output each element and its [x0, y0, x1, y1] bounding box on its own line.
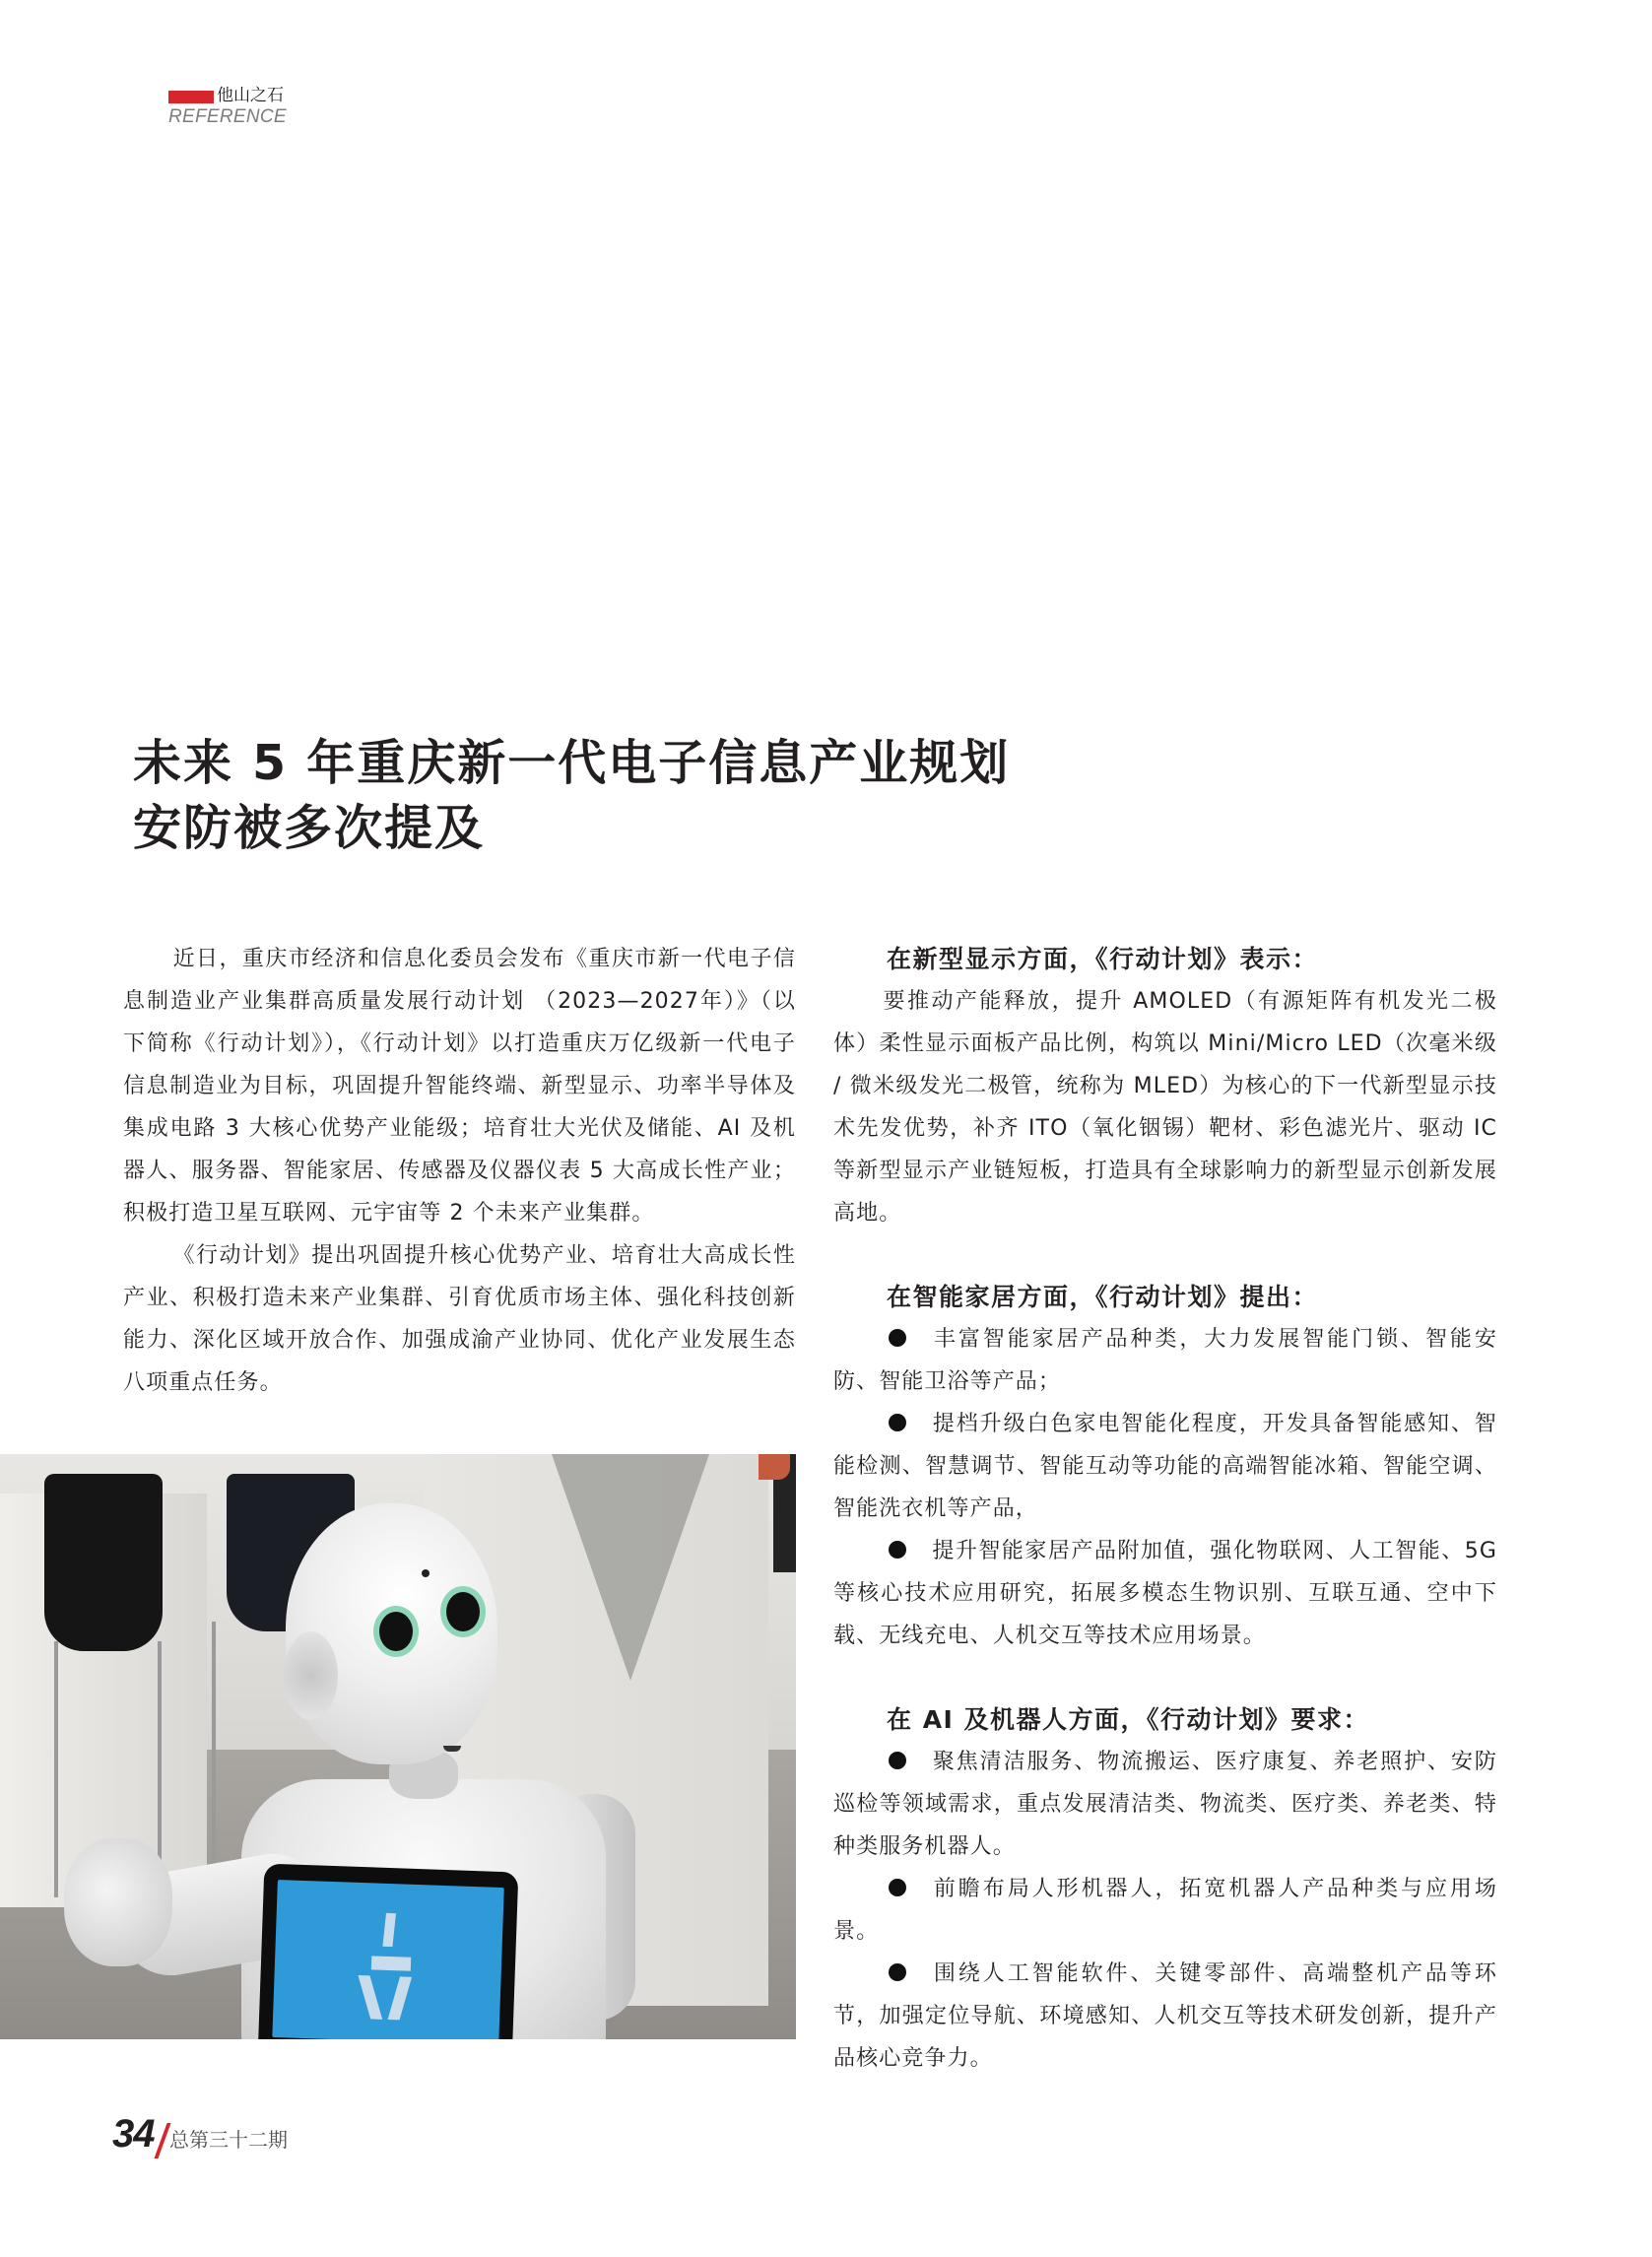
bullet-item: [833, 1953, 1497, 2080]
bullet-text: 丰富智能家居产品种类，大力发展智能门锁、智能安防、智能卫浴等产品；: [833, 1327, 1497, 1394]
page-slash-divider: [154, 2123, 170, 2158]
title-line-1: 未来 5 年重庆新一代电子信息产业规划: [133, 735, 1011, 791]
robot-photo: [0, 1454, 796, 2039]
bullet-text: 围绕人工智能软件、关键零部件、高端整机产品等环节，加强定位导航、环境感知、人机交互等技术研发创新，提升产品核心竞争力。: [833, 1961, 1497, 2071]
right-column: [833, 938, 1497, 2080]
section-name-cn: 他山之石: [217, 86, 284, 105]
robot-camera-dot: [422, 1569, 430, 1577]
photo-chair: [44, 1474, 163, 1651]
display-paragraph: 要推动产能释放，提升 AMOLED（有源矩阵有机发光二极体）柔性显示面板产品比例，构筑以 Mini/Micro LED（次毫米级 / 微米级发光二极管，统称为 MLED）为核心的下一代新型显示技术先发优势，补齐 ITO（氧化铟锡）靶材、彩色滤光片、驱动 IC 等新型显示产业链短板，打造具有全球影响力的新型显示创新发展高地。: [833, 989, 1497, 1226]
photo-counter-shadow: [552, 1454, 709, 1681]
bullet-dot-icon: [889, 1414, 906, 1431]
bullet-item: [833, 1530, 1497, 1657]
bullet-text: 聚焦清洁服务、物流搬运、医疗康复、养老照护、安防巡检等领域需求，重点发展清洁类、物流类、医疗类、养老类、特种类服务机器人。: [833, 1750, 1497, 1859]
section-heading-display: 在新型显示方面，《行动计划》表示：: [887, 945, 1319, 973]
bullet-text: 提升智能家居产品附加值，强化物联网、人工智能、5G 等核心技术应用研究，拓展多模态生物识别、互联互通、空中下载、无线充电、人机交互等技术应用场景。: [833, 1539, 1497, 1648]
title-line-2: 安防被多次提及: [133, 800, 486, 856]
robot-hand: [64, 1838, 172, 1966]
left-column: [123, 938, 796, 1404]
bullet-item: [833, 1741, 1497, 1868]
smart-home-section: [833, 1276, 1497, 1657]
intro-paragraph: 近日，重庆市经济和信息化委员会发布《重庆市新一代电子信息制造业产业集群高质量发展行动计划 （2023—2027年）》（以下简称《行动计划》），《行动计划》以打造重庆万亿级新一代电子信息制造业为目标，巩固提升智能终端、新型显示、功率半导体及集成电路 3 大核心优势产业能级；培育壮大光伏及储能、AI 及机器人、服务器、智能家居、传感器及仪器仪表 5 大高成长性产业；积极打造卫星互联网、元宇宙等 2 个未来产业集群。: [123, 947, 796, 1226]
chair-leg: [212, 1622, 216, 1897]
bullet-item: [833, 1403, 1497, 1530]
bullet-dot-icon: [889, 1541, 906, 1559]
article-title: [133, 731, 1414, 861]
section-name-en: REFERENCE: [168, 106, 287, 127]
chair-leg: [54, 1641, 58, 1897]
bullet-dot-icon: [889, 1879, 906, 1896]
robot-chest-tablet: [258, 1864, 519, 2039]
section-logo-bar: [168, 91, 214, 103]
bullet-item: [833, 1318, 1497, 1403]
tasks-paragraph: 《行动计划》提出巩固提升核心优势产业、培育壮大高成长性产业、积极打造未来产业集群、引育优质市场主体、强化科技创新能力、深化区域开放合作、加强成渝产业协同、优化产业发展生态八项重点任务。: [123, 1243, 796, 1395]
robot-ear: [284, 1631, 338, 1720]
photo-red-object: [759, 1454, 790, 1480]
screen-logo-icon: [367, 1912, 411, 2022]
page-number: 34: [112, 2112, 155, 2156]
section-heading-ai-robot: 在 AI 及机器人方面，《行动计划》要求：: [887, 1705, 1370, 1734]
robot-eye-left: [379, 1612, 413, 1651]
bullet-dot-icon: [889, 1963, 906, 1981]
issue-label: 总第三十二期: [169, 2128, 288, 2152]
display-section: [833, 938, 1497, 1234]
section-heading-smart-home: 在智能家居方面，《行动计划》提出：: [887, 1283, 1319, 1311]
chair-leg: [158, 1641, 162, 1878]
ai-robot-section: [833, 1698, 1497, 2080]
bullet-text: 前瞻布局人形机器人，拓宽机器人产品种类与应用场景。: [833, 1877, 1497, 1944]
robot-eye-right: [446, 1592, 480, 1631]
tablet-screen: [272, 1880, 503, 2039]
bullet-dot-icon: [889, 1329, 906, 1347]
bullet-text: 提档升级白色家电智能化程度，开发具备智能感知、智能检测、智慧调节、智能互动等功能的高端智能冰箱、智能空调、智能洗衣机等产品，: [833, 1412, 1497, 1521]
bullet-dot-icon: [889, 1752, 906, 1769]
bullet-item: [833, 1868, 1497, 1953]
